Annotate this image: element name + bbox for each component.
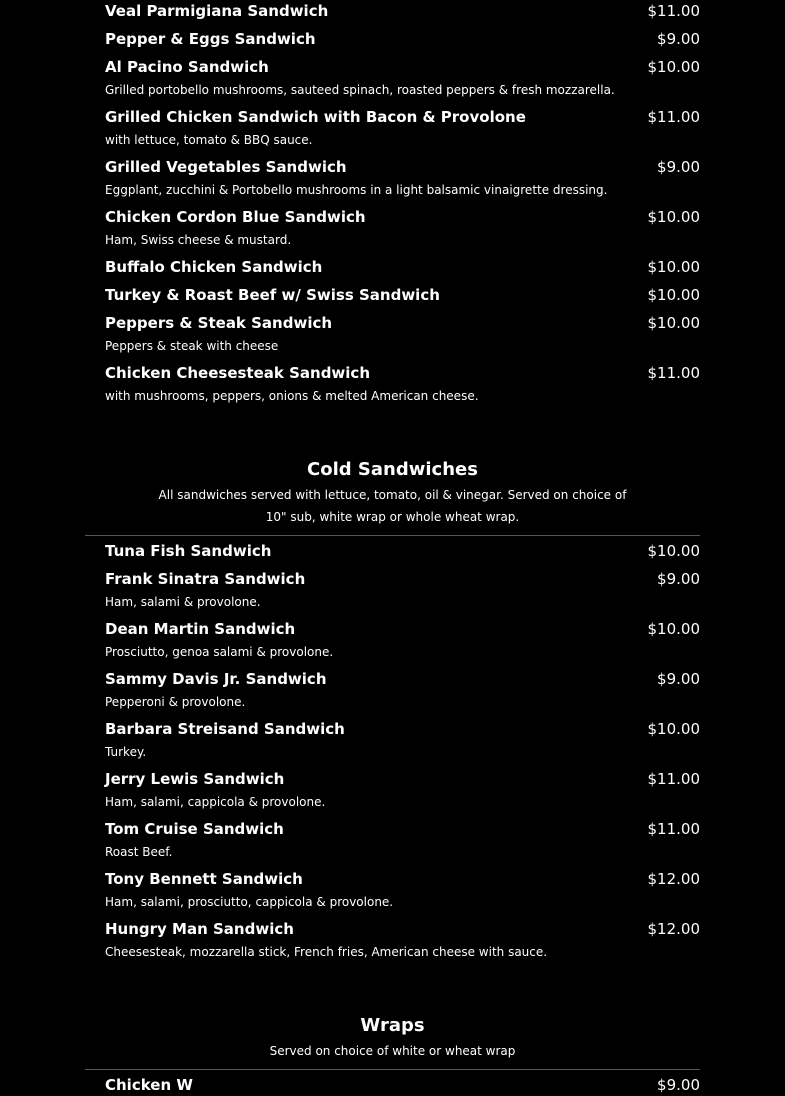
section-note: All sandwiches served with lettuce, tomato, oil & vinegar. Served on choice of (158, 488, 627, 502)
menu-item (105, 668, 700, 690)
menu-item (105, 0, 700, 22)
menu-item (105, 768, 700, 790)
item-description: with lettuce, tomato & BBQ sauce. (105, 133, 313, 147)
menu-item (105, 868, 700, 890)
item-price: $12.00 (647, 870, 700, 888)
item-name: Jerry Lewis Sandwich (105, 770, 285, 788)
menu-item (105, 918, 700, 940)
item-price: $10.00 (647, 208, 700, 226)
item-price: $10.00 (647, 314, 700, 332)
menu-item (105, 284, 700, 306)
section-note: Served on choice of white or wheat wrap (269, 1044, 516, 1058)
item-price: $9.00 (657, 158, 700, 176)
item-description: Pepperoni & provolone. (105, 695, 246, 709)
item-name: Pepper & Eggs Sandwich (105, 30, 316, 48)
item-price: $11.00 (647, 364, 700, 382)
item-price: $10.00 (647, 258, 700, 276)
section-divider (85, 1069, 700, 1070)
item-description: Ham, Swiss cheese & mustard. (105, 233, 292, 247)
item-description: Ham, salami & provolone. (105, 595, 261, 609)
item-description: Cheesesteak, mozzarella stick, French fries, American cheese with sauce. (105, 945, 548, 959)
item-name: Veal Parmigiana Sandwich (105, 2, 329, 20)
item-name: Al Pacino Sandwich (105, 58, 269, 76)
item-name: Grilled Chicken Sandwich with Bacon & Provolone (105, 108, 526, 126)
item-description: Roast Beef. (105, 845, 173, 859)
menu-item (105, 1074, 700, 1096)
item-description: with mushrooms, peppers, onions & melted American cheese. (105, 389, 479, 403)
item-name: Tom Cruise Sandwich (105, 820, 284, 838)
menu-item (105, 818, 700, 840)
item-price: $11.00 (647, 2, 700, 20)
item-name: Chicken Cheesesteak Sandwich (105, 364, 371, 382)
item-price: $10.00 (647, 286, 700, 304)
item-price: $9.00 (657, 670, 700, 688)
menu-item (105, 568, 700, 590)
menu-item (105, 618, 700, 640)
menu-item (105, 718, 700, 740)
item-price: $10.00 (647, 542, 700, 560)
item-price: $11.00 (647, 770, 700, 788)
item-name: Chicken W (105, 1076, 193, 1094)
menu-item (105, 362, 700, 384)
item-name: Barbara Streisand Sandwich (105, 720, 345, 738)
item-description: Grilled portobello mushrooms, sauteed spinach, roasted peppers & fresh mozzarella. (105, 83, 615, 97)
menu-item (105, 28, 700, 50)
menu-item (105, 56, 700, 78)
item-description: Ham, salami, cappicola & provolone. (105, 795, 326, 809)
item-price: $9.00 (657, 30, 700, 48)
item-name: Dean Martin Sandwich (105, 620, 296, 638)
item-name: Frank Sinatra Sandwich (105, 570, 306, 588)
menu-item (105, 540, 700, 562)
item-name: Chicken Cordon Blue Sandwich (105, 208, 366, 226)
item-name: Hungry Man Sandwich (105, 920, 294, 938)
menu-item (105, 256, 700, 278)
item-price: $10.00 (647, 720, 700, 738)
section-title: Wraps (360, 1015, 425, 1036)
menu-item (105, 106, 700, 128)
item-name: Peppers & Steak Sandwich (105, 314, 333, 332)
item-description: Eggplant, zucchini & Portobello mushrooms in a light balsamic vinaigrette dressing. (105, 183, 608, 197)
section-title: Cold Sandwiches (307, 459, 478, 480)
item-description: Peppers & steak with cheese (105, 339, 279, 353)
menu-item (105, 312, 700, 334)
item-name: Buffalo Chicken Sandwich (105, 258, 323, 276)
item-price: $9.00 (657, 570, 700, 588)
item-price: $11.00 (647, 820, 700, 838)
item-price: $10.00 (647, 58, 700, 76)
item-name: Sammy Davis Jr. Sandwich (105, 670, 327, 688)
item-description: Turkey. (105, 745, 147, 759)
item-name: Tuna Fish Sandwich (105, 542, 272, 560)
item-price: $12.00 (647, 920, 700, 938)
item-description: Ham, salami, prosciutto, cappicola & provolone. (105, 895, 394, 909)
section-note: 10" sub, white wrap or whole wheat wrap. (265, 510, 520, 524)
item-price: $10.00 (647, 620, 700, 638)
menu-item (105, 156, 700, 178)
item-price: $9.00 (657, 1076, 700, 1094)
item-name: Turkey & Roast Beef w/ Swiss Sandwich (105, 286, 440, 304)
menu-item (105, 206, 700, 228)
item-name: Grilled Vegetables Sandwich (105, 158, 347, 176)
section-divider (85, 535, 700, 536)
item-description: Prosciutto, genoa salami & provolone. (105, 645, 334, 659)
item-name: Tony Bennett Sandwich (105, 870, 303, 888)
item-price: $11.00 (647, 108, 700, 126)
